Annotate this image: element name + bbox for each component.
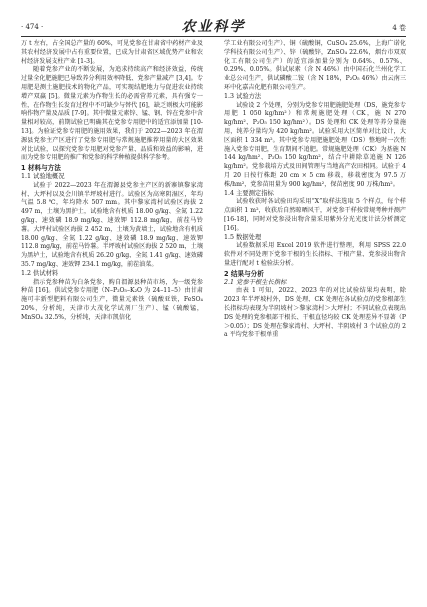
section-heading: 2 结果与分析 [224,269,264,278]
subsection-heading: 1.5 数据处理 [224,233,262,241]
subsection-heading: 1.2 供试材料 [21,269,59,277]
running-header [21,14,406,38]
right-column [224,40,406,340]
paragraph: 由表 1 可知，2022、2023 年的对比试验结果均表明，除 2023 年半坪坡村外，DS 处理、CK 处理在各试验点的党参根部生长指标均表现为半阴坡村＞黎家湾村＞大坪村；不同试验点表现出 DS 处理的党参根部干根长、干根直径均较 CK 处理差异不显著（P＞0.05）；DS 处理在黎家湾村、大坪村、半阴坡村 3 个试验点的 2 a 平均党参干根单重 [224,287,406,339]
paragraph: 随着党参产业的不断发展，为追求持续高产和经济效益，传统过量全化肥施肥已导致养分利用效率降低、党参产量减产 [3,4]。专用肥是测土施肥技术的物化产品，可实现结肥地力与促进农业持续增产双赢 [5]。微量元素为作物生长的必需营养元素，具有强专一性，在作物生长发育过程中不可缺少与替代 [6]，缺乏则极大可能影响作物产量及品质 [7-9]。其中微量元素锌、锰、钢、锌在党参中含量相对较高，前期试验已明确其在党参专用肥中的适宜添加量 [10-13]。为验证党参专用肥的施用效果，我们于 2022—2023 年在渭源县党参主产区进行了党参专用肥与常规施肥推荐用量的大区效果对比试验，以探究党参专用肥对党参产量、品质和效益的影响，进而为党参专用肥的推广和党参的科学种植提供科学参考。 [21,66,203,162]
section-heading: 1 材料与方法 [21,164,61,173]
paragraph: 学工业有限公司生产）、铜（硫酸铜，CuSO₄ 25.6%，上海广诺化学科技有限公司生产）、锌（硫酸锌，ZnSO₄ 22.6%，烟台市双双化工有限公司生产）的适宜添加量分别为 0.64%、0.57%、0.29%、0.05%。供试尿素（含 N 46%）由中国石化兰州化学工业总公司生产，供试磷酸二铵（含 N 18%，P₂O₅ 46%）由云南三环中化嘉吉化肥有限公司生产。 [224,40,406,91]
paragraph: 指示党参种苗为白条党参，购自渭源县种苗市场，为一级党参种苗 [16]。供试党参专用肥（N–P₂O₅–K₂O 为 24–11–5）由甘肃施可丰新型肥料有限公司生产，微量元素铁（硫酸亚铁，FeSO₄ 20%，分析纯，天津市大茂化学试剂厂生产）、锰（硫酸锰，MnSO₄ 32.5%，分析纯，天津市凯信化 [21,278,203,321]
subsection-heading: 2.1 党参干根生长指标 [224,278,287,286]
header-rule [21,36,406,37]
paragraph: 万 t 左右，占全国总产量的 60%，可见党参在甘肃省中药材产业及其农村经济发展中占有重要位置，已成为甘肃省区域优势产业和农村经济发展支柱产业 [1-3]。 [21,40,203,65]
subsection-heading: 1.1 试验地概况 [21,172,65,180]
paragraph: 试验于 2022—2023 年在渭源县党参主产区的新寨镇黎家湾村、大坪村以及会川镇半坪坡村进行。试验区为高寒阴湿区，年均气温 5.8 ℃，年均降水 507 mm。其中黎家湾村试验区海拔 2 497 m，土壤为黑护土，试验地含有机质 18.00 g/kg、全氮 1.22 g/kg、速效磷 18.9 mg/kg、速效钾 112.8 mg/kg，前茬马铃薯。大坪村试验区海拔 2 452 m，土壤为黄墙土，试验地含有机质 18.00 g/kg、全氮 1.22 g/kg、速效磷 18.9 mg/kg、速效钾 112.8 mg/kg，前茬马铃薯。半坪坡村试验区海拔 2 520 m，土壤为黑垆土，试验地含有机质 26.20 g/kg、全氮 1.41 g/kg、速效磷 35.7 mg/kg、速效钾 234.1 mg/kg，前茬油菜。 [21,181,203,268]
paragraph: 试验收获时各试验田均采用“X”取样法选取 5 个样点，每个样点面积 1 m²，收获后自然晾晒风干，对党参干样按常规考种并测产 [16-18]，同时对党参浸出物含量采用紫外分光光度计法分析测定 [16]。 [224,198,406,232]
subsection-heading: 1.4 主要测定指标 [224,189,274,197]
left-column [21,40,203,323]
paragraph: 试验数据采用 Excel 2019 软件进行整理，利用 SPSS 22.0 软件对不同处理下党参干根的生长指标、干根产量、党参浸出物含量进行配对 t 检验法分析。 [224,242,406,267]
journal-title: 农业科学 [181,19,246,35]
paragraph: 试验设 2 个处理，分别为党参专用肥施肥处理（DS，施党参专用肥 1 050 kg/hm²）和常规施肥处理（CK，施 N 270 kg/hm²、P₂O₅ 150 kg/hm²）。DS 处理和 CK 处理等养分量施用，纯养分量均为 420 kg/hm²。试验采用大区简单对比设计，大区面积 1 334 m²。其中党参专用肥施肥处理（DS）整地时一次性施入党参专用肥，生育期间不追肥。常规施肥处理（CK）为基施 N 144 kg/hm²、P₂O₅ 150 kg/hm²，结合中耕除草追施 N 126 kg/hm²。党参栽培方式及田间管理与当地高产农田相同。试验于 4 月 20 日按行株距 20 cm × 5 cm 移栽，移栽密度为 97.5 万株/hm²，党参苗用量为 900 kg/hm²，保苗密度 90 万株/hm²。 [224,101,406,188]
subsection-heading: 1.3 试验方法 [224,92,262,100]
issue-label: 4 卷 [392,24,406,32]
page-number: · 474 · [21,23,44,31]
